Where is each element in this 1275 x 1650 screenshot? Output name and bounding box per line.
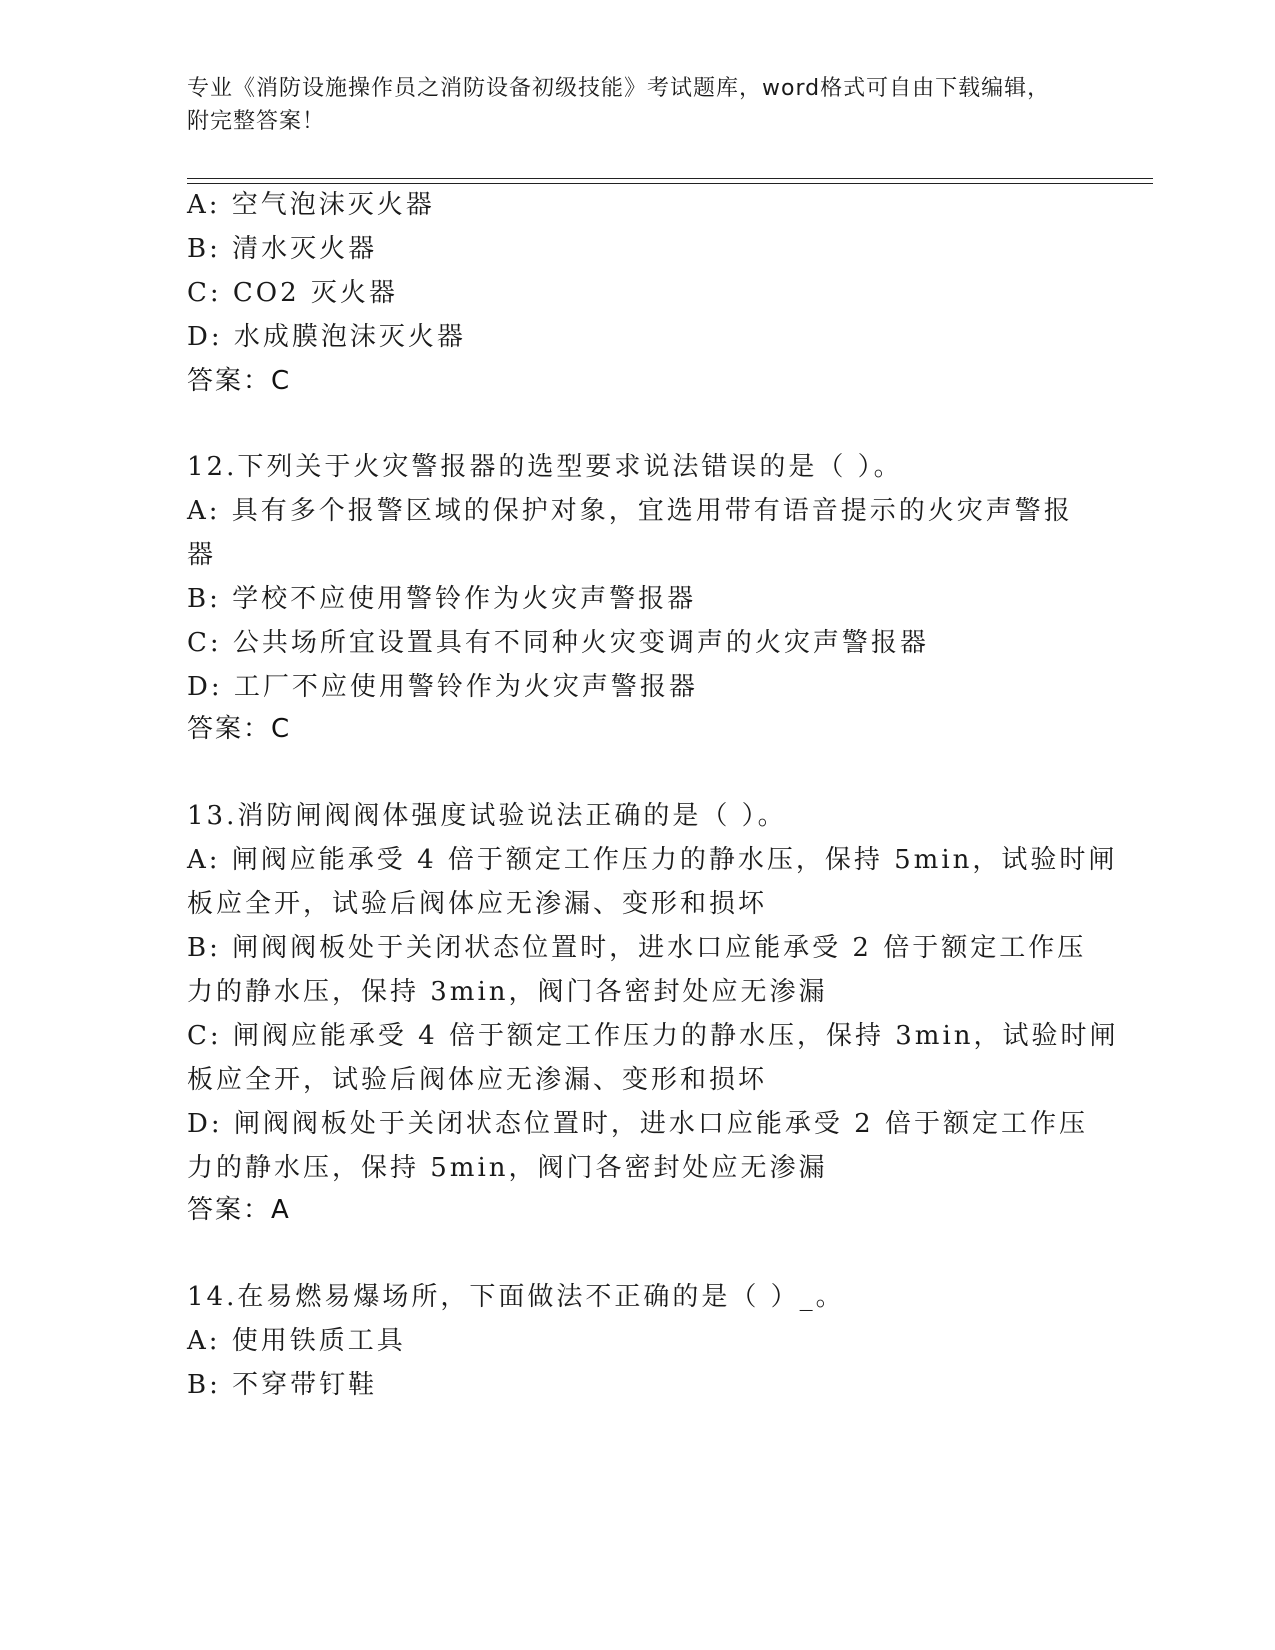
q13-option-c-cont: 板应全开，试验后阀体应无渗漏、变形和损坏	[187, 1065, 768, 1095]
q14-option-b: B: 不穿带钉鞋	[187, 1370, 378, 1400]
q12-question: 12.下列关于火灾警报器的选型要求说法错误的是（ ）。	[187, 452, 903, 482]
q13-option-d-cont: 力的静水压，保持 5min，阀门各密封处应无渗漏	[187, 1153, 828, 1183]
q11-option-b: B: 清水灭火器	[187, 234, 378, 264]
q13-question: 13.消防闸阀阀体强度试验说法正确的是（ ）。	[187, 801, 787, 831]
q11-option-a: A: 空气泡沫灭火器	[187, 190, 435, 220]
q13-option-a: A: 闸阀应能承受 4 倍于额定工作压力的静水压，保持 5min，试验时闸	[187, 845, 1118, 875]
q11-answer: 答案：C	[187, 366, 292, 396]
q12-option-c: C: 公共场所宜设置具有不同种火灾变调声的火灾声警报器	[187, 628, 929, 658]
q13-option-d: D: 闸阀阀板处于关闭状态位置时，进水口应能承受 2 倍于额定工作压	[187, 1109, 1088, 1139]
q13-option-c: C: 闸阀应能承受 4 倍于额定工作压力的静水压，保持 3min，试验时闸	[187, 1021, 1119, 1051]
q11-option-c: C: CO2 灭火器	[187, 278, 398, 308]
q13-option-b-cont: 力的静水压，保持 3min，阀门各密封处应无渗漏	[187, 977, 828, 1007]
q14-option-a: A: 使用铁质工具	[187, 1326, 406, 1356]
q13-answer: 答案：A	[187, 1195, 291, 1225]
q12-option-a: A: 具有多个报警区域的保护对象，宜选用带有语音提示的火灾声警报	[187, 496, 1073, 526]
header-rule-bottom	[187, 183, 1153, 184]
q12-option-d: D: 工厂不应使用警铃作为火灾声警报器	[187, 672, 698, 702]
q14-question: 14.在易燃易爆场所，下面做法不正确的是（ ）_。	[187, 1282, 845, 1312]
q11-option-d: D: 水成膜泡沫灭火器	[187, 322, 466, 352]
q12-option-a-cont: 器	[187, 540, 217, 570]
q12-option-b: B: 学校不应使用警铃作为火灾声警报器	[187, 584, 697, 614]
header-rule-top	[187, 178, 1153, 179]
document-header: 专业《消防设施操作员之消防设备初级技能》考试题库，word格式可自由下载编辑，附完整答案！	[187, 76, 1051, 134]
q12-answer: 答案：C	[187, 714, 292, 744]
q13-option-b: B: 闸阀阀板处于关闭状态位置时，进水口应能承受 2 倍于额定工作压	[187, 933, 1087, 963]
q13-option-a-cont: 板应全开，试验后阀体应无渗漏、变形和损坏	[187, 889, 768, 919]
